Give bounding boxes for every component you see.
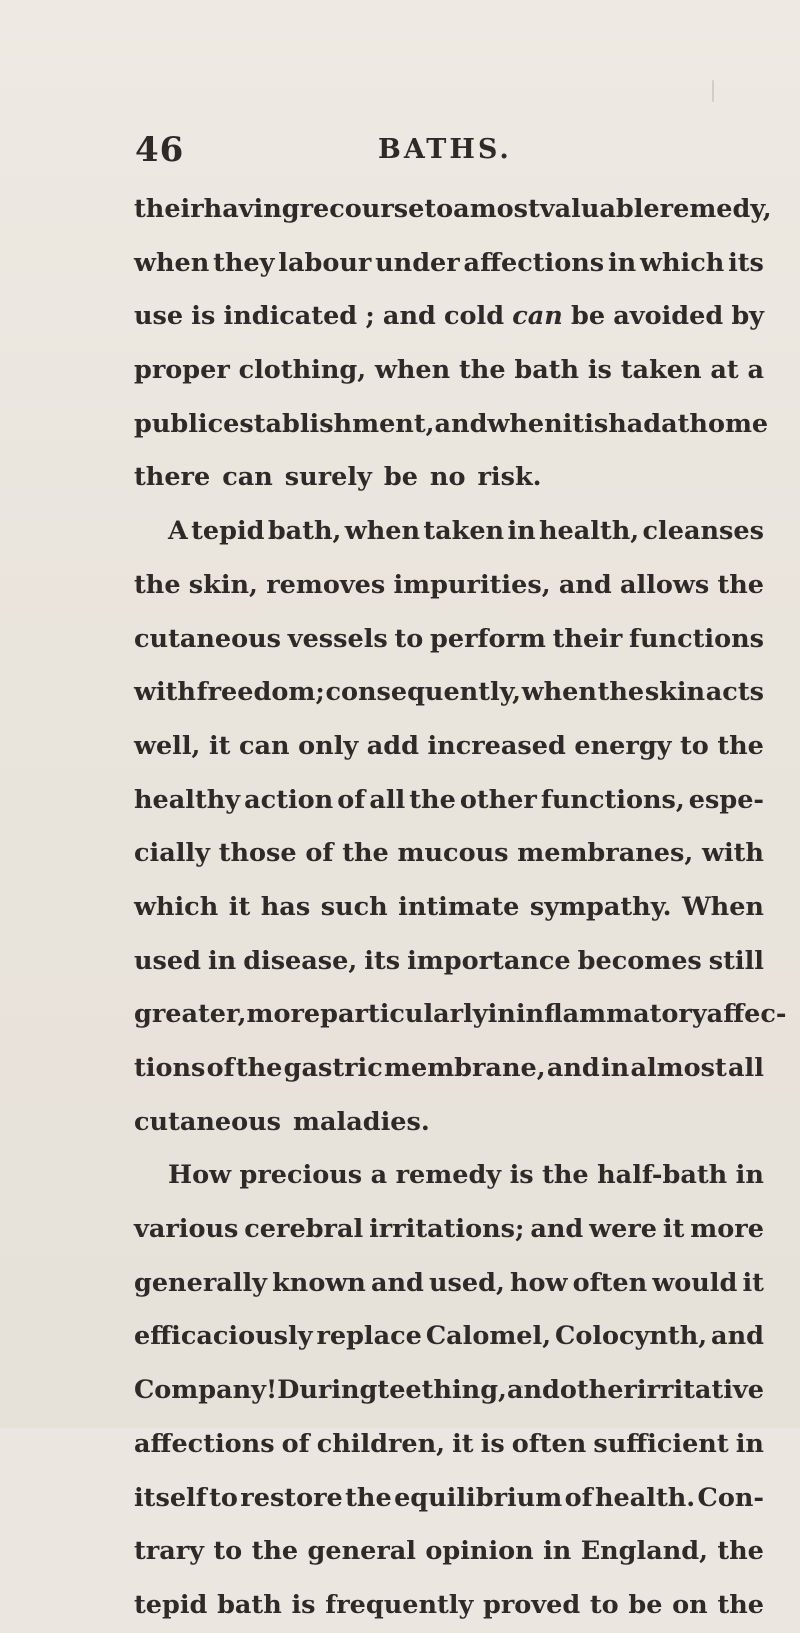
text-line — [134, 988, 787, 1042]
word: and — [558, 569, 612, 600]
word: only — [298, 730, 359, 761]
word: almost — [630, 1053, 727, 1083]
word: can — [239, 730, 290, 761]
word: those — [218, 838, 297, 869]
word: tepid — [191, 516, 265, 547]
word: freedom; — [196, 677, 325, 708]
word: bath, — [267, 516, 342, 547]
word: restore — [240, 1482, 343, 1513]
text-line — [134, 344, 764, 398]
word: the — [717, 730, 764, 761]
word: affections — [463, 247, 605, 278]
word: valuable — [539, 194, 660, 224]
word: opinion — [425, 1536, 534, 1567]
word: maladies. — [293, 1106, 430, 1137]
word: their — [552, 623, 623, 654]
word: cold — [444, 301, 505, 332]
word: acts — [705, 677, 764, 708]
word: its — [728, 247, 764, 278]
word: other — [459, 784, 537, 815]
word: establishment, — [223, 408, 435, 439]
running-title: BATHS. — [378, 134, 512, 165]
word: recourse — [299, 194, 425, 224]
word: at — [661, 408, 690, 439]
word: frequently — [325, 1589, 474, 1620]
word: half-bath — [597, 1160, 728, 1191]
word: in — [207, 945, 237, 976]
word: it — [208, 730, 231, 761]
word: risk. — [477, 462, 542, 493]
word: affections — [134, 1428, 275, 1459]
word: which — [640, 247, 725, 278]
word: how — [509, 1267, 568, 1298]
word: gastric — [283, 1053, 383, 1083]
word: ; — [365, 301, 375, 332]
word: and — [711, 1321, 764, 1352]
word: when — [134, 247, 210, 278]
word: and — [506, 1375, 560, 1406]
text-line — [134, 505, 764, 559]
word: teething, — [377, 1375, 507, 1406]
word: healthy — [134, 784, 241, 815]
word: when — [487, 408, 563, 439]
text-line — [134, 183, 772, 237]
word: cutaneous — [134, 623, 282, 654]
word: and — [370, 1267, 424, 1298]
word: all — [728, 1053, 764, 1083]
word: on — [672, 1589, 708, 1620]
word: more — [246, 999, 321, 1030]
word: would — [652, 1267, 738, 1298]
word: a — [370, 1160, 388, 1191]
text-line — [134, 881, 764, 935]
word: had — [608, 408, 662, 439]
word: the — [345, 1482, 392, 1513]
word: functions, — [540, 784, 685, 815]
word: taken — [620, 355, 702, 386]
word: the — [409, 784, 456, 815]
word: to — [424, 194, 454, 224]
word: tions — [134, 1053, 206, 1083]
word: a — [747, 355, 764, 386]
word: remedy, — [659, 194, 772, 224]
word: in — [735, 1160, 764, 1191]
text-line — [134, 935, 764, 989]
word: becomes — [577, 945, 702, 976]
word: a — [453, 194, 470, 224]
word: indicated — [223, 301, 358, 332]
word: more — [690, 1214, 764, 1245]
text-line — [134, 720, 764, 774]
word: of — [206, 1053, 235, 1083]
word: is — [587, 355, 612, 386]
word: health. — [594, 1482, 696, 1513]
word: inflammatory — [515, 999, 707, 1030]
word: proper — [134, 355, 230, 386]
word: it — [562, 408, 585, 439]
word: to — [209, 1482, 238, 1513]
word: increased — [427, 730, 566, 761]
text-line — [134, 237, 764, 291]
text-line — [134, 451, 764, 505]
word: used — [134, 945, 201, 976]
word: other — [559, 1375, 637, 1406]
word: bath — [514, 355, 580, 386]
word: can — [222, 462, 273, 493]
body-text — [134, 183, 787, 1633]
word: their — [134, 194, 204, 224]
word: in — [735, 1428, 764, 1459]
word: the — [542, 1160, 589, 1191]
word: When — [682, 891, 764, 922]
text-line — [134, 1472, 764, 1526]
word: impurities, — [393, 569, 551, 600]
word: health, — [539, 516, 640, 547]
word: be — [571, 301, 606, 332]
text-line — [134, 613, 764, 667]
word: action — [244, 784, 334, 815]
word: itself — [134, 1482, 207, 1513]
word: with — [702, 838, 764, 869]
word: when — [374, 355, 451, 386]
word: it — [228, 891, 251, 922]
word: Colocynth, — [555, 1321, 708, 1352]
word: taken — [423, 516, 505, 547]
word: in — [600, 1053, 630, 1083]
word: often — [511, 1428, 587, 1459]
paper-mark — [520, 1385, 523, 1388]
text-line — [134, 1364, 764, 1418]
word: skin — [644, 677, 706, 708]
text-line — [134, 1042, 764, 1096]
word: Calomel, — [425, 1321, 552, 1352]
text-line — [134, 1149, 764, 1203]
word: irritations; — [369, 1214, 525, 1245]
word: clothing, — [238, 355, 367, 386]
word: in — [607, 247, 637, 278]
text-line — [134, 398, 769, 452]
word: cleanses — [642, 516, 764, 547]
word: most — [469, 194, 540, 224]
word: to — [394, 623, 424, 654]
word: the — [717, 1589, 764, 1620]
text-line — [134, 1418, 764, 1472]
word: use — [134, 301, 184, 332]
word: intimate — [398, 891, 520, 922]
word: home — [689, 408, 769, 439]
word: espe- — [688, 784, 764, 815]
word: replace — [316, 1321, 422, 1352]
word: the — [459, 355, 506, 386]
text-line — [134, 1203, 764, 1257]
word: disease, — [243, 945, 358, 976]
word: and — [434, 408, 488, 439]
word: all — [369, 784, 406, 815]
word: they — [213, 247, 275, 278]
word: having — [203, 194, 300, 224]
page-number: 46 — [135, 130, 185, 170]
word: often — [572, 1267, 648, 1298]
word: affec- — [706, 999, 787, 1030]
word: and — [530, 1214, 584, 1245]
word: cerebral — [244, 1214, 364, 1245]
word: A — [168, 516, 188, 547]
word: it — [452, 1428, 474, 1459]
text-line — [134, 774, 764, 828]
text-line — [134, 290, 764, 344]
page-header — [0, 130, 800, 180]
word: of — [337, 784, 366, 815]
word: children, — [316, 1428, 446, 1459]
word: be — [628, 1589, 663, 1620]
word: and — [546, 1053, 600, 1083]
word: the — [597, 677, 645, 708]
word: various — [134, 1214, 239, 1245]
word: membranes, — [517, 838, 694, 869]
word: is — [509, 1160, 534, 1191]
word: there — [134, 462, 211, 493]
word: efficaciously — [134, 1321, 313, 1352]
text-line — [134, 666, 764, 720]
word: to — [589, 1589, 619, 1620]
text-line — [134, 1525, 764, 1579]
text-line — [134, 1310, 764, 1364]
text-line — [134, 1579, 764, 1633]
word: bath — [217, 1589, 282, 1620]
word: no — [429, 462, 466, 493]
word: remedy — [395, 1160, 502, 1191]
word: such — [320, 891, 388, 922]
word: is — [584, 408, 609, 439]
word: in — [487, 999, 516, 1030]
word: the — [342, 838, 389, 869]
word: generally — [134, 1267, 267, 1298]
word: greater, — [134, 999, 247, 1030]
word: and — [382, 301, 436, 332]
word: with — [134, 677, 196, 708]
word: is — [480, 1428, 505, 1459]
word: tepid — [134, 1589, 208, 1620]
word: proved — [483, 1589, 581, 1620]
word: energy — [574, 730, 672, 761]
word: under — [375, 247, 460, 278]
word: at — [710, 355, 739, 386]
word: to — [213, 1536, 243, 1567]
word: consequently, — [325, 677, 521, 708]
word: sympathy. — [529, 891, 672, 922]
word: cutaneous — [134, 1106, 282, 1137]
word: labour — [278, 247, 372, 278]
word: trary — [134, 1536, 204, 1567]
word: precious — [239, 1160, 363, 1191]
emphasized-word: can — [512, 301, 563, 332]
word: particularly — [320, 999, 488, 1030]
word: surely — [284, 462, 372, 493]
word: cially — [134, 838, 210, 869]
word: add — [366, 730, 419, 761]
word: the — [717, 1536, 764, 1567]
text-line — [134, 1257, 764, 1311]
word: when — [344, 516, 421, 547]
word: How — [168, 1160, 232, 1191]
word: functions — [629, 623, 764, 654]
word: known — [272, 1267, 366, 1298]
text-line — [134, 559, 764, 613]
word: allows — [619, 569, 710, 600]
word: membrane, — [383, 1053, 546, 1083]
word: equilibrium — [394, 1482, 563, 1513]
word: of — [305, 838, 334, 869]
word: to — [680, 730, 709, 761]
word: mucous — [397, 838, 509, 869]
word: England, — [580, 1536, 708, 1567]
word: perform — [430, 623, 546, 654]
word: importance — [407, 945, 571, 976]
word: irritative — [636, 1375, 764, 1406]
word: has — [260, 891, 311, 922]
word: removes — [266, 569, 386, 600]
word: in — [543, 1536, 572, 1567]
word: is — [191, 301, 216, 332]
word: which — [134, 891, 219, 922]
word: in — [507, 516, 536, 547]
word: be — [383, 462, 418, 493]
word: vessels — [287, 623, 388, 654]
word: the — [717, 569, 764, 600]
word: by — [731, 301, 764, 332]
word: Con- — [697, 1482, 764, 1513]
word: skin, — [188, 569, 258, 600]
word: still — [708, 945, 764, 976]
word: it — [662, 1214, 685, 1245]
word: general — [307, 1536, 416, 1567]
word: is — [291, 1589, 316, 1620]
word — [512, 290, 563, 344]
word: it — [742, 1267, 764, 1298]
paper-mark — [712, 80, 714, 102]
word: avoided — [613, 301, 724, 332]
word: public — [134, 408, 224, 439]
word: Company! — [134, 1375, 278, 1406]
word: the — [134, 569, 181, 600]
word: its — [364, 945, 401, 976]
word: sufficient — [593, 1428, 729, 1459]
word: the — [235, 1053, 283, 1083]
word: well, — [134, 730, 201, 761]
word: when — [521, 677, 597, 708]
word: During — [277, 1375, 378, 1406]
text-line — [134, 827, 764, 881]
text-line — [134, 1096, 764, 1150]
word: of — [564, 1482, 593, 1513]
word: used, — [429, 1267, 505, 1298]
word: were — [589, 1214, 657, 1245]
word: of — [281, 1428, 310, 1459]
word: the — [251, 1536, 299, 1567]
